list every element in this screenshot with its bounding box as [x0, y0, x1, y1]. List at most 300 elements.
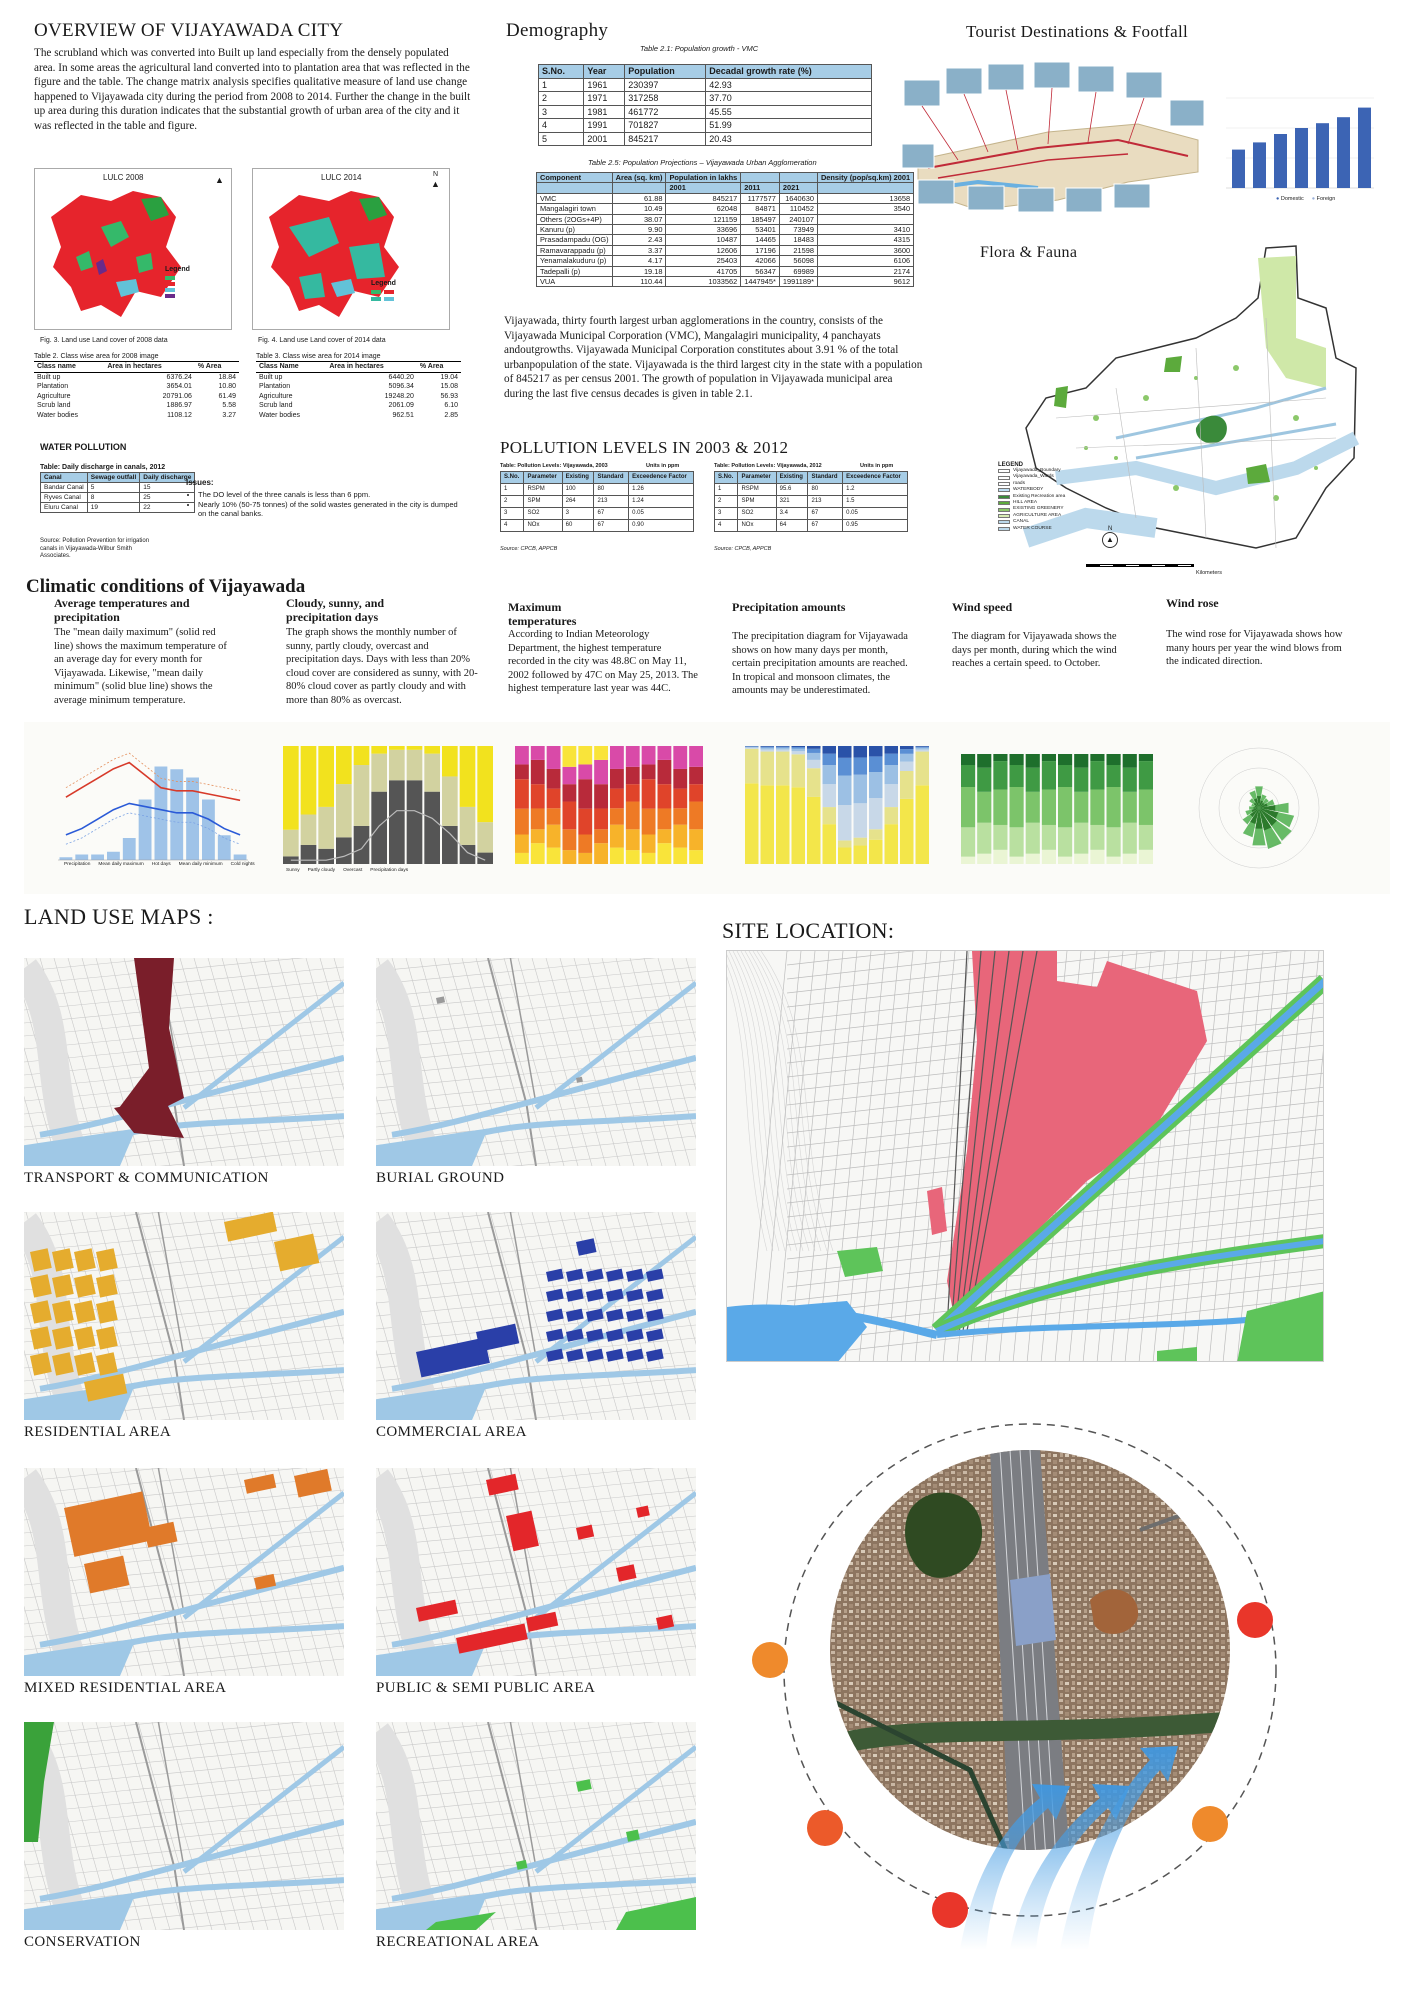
table-header-cell: Parameter — [738, 472, 776, 484]
table-row — [256, 401, 461, 411]
maxtemp-bar — [594, 760, 608, 784]
table-cell: 1640630 — [779, 193, 817, 203]
wind-speed-bar — [977, 854, 991, 864]
table-header-cell: Daily discharge — [140, 473, 195, 483]
table-row — [539, 132, 872, 146]
cloud-bar — [371, 792, 387, 864]
wind-speed-bar — [1042, 789, 1056, 824]
table-cell: 0.95 — [843, 520, 908, 532]
table-row — [537, 256, 914, 266]
table-row — [41, 483, 195, 493]
table-row — [256, 411, 461, 421]
climate-col6-title: Wind rose — [1166, 596, 1219, 610]
table-cell: 1.26 — [629, 484, 694, 496]
scale-label: Kilometers — [1196, 570, 1222, 576]
table-cell: 56098 — [779, 256, 817, 266]
table-cell: 95.6 — [776, 484, 808, 496]
water-discharge-table — [40, 472, 195, 513]
table-cell: 3 — [539, 105, 584, 119]
precip-amount-bar — [745, 746, 759, 747]
table-header-cell: Standard — [808, 472, 843, 484]
legend-swatch — [998, 482, 1010, 486]
legend-item: Hot days — [151, 862, 171, 867]
table-header-cell: 2011 — [741, 183, 780, 193]
table-header-cell: Area in hectares — [104, 362, 195, 373]
maxtemp-bar — [642, 853, 656, 864]
precip-amount-bar — [807, 797, 821, 864]
lulc-2008-legend — [165, 265, 227, 300]
precip-amount-bar — [745, 747, 759, 748]
table-header-cell: Area in hectares — [326, 362, 417, 373]
wind-speed-bar — [977, 768, 991, 792]
table-cell: 2 — [715, 496, 738, 508]
table-cell: 240107 — [779, 214, 817, 224]
table-cell: 4.17 — [612, 256, 666, 266]
legend-swatch — [998, 514, 1010, 518]
table-cell: SO2 — [738, 508, 776, 520]
table-row — [715, 496, 908, 508]
precip-amount-bar — [900, 771, 914, 799]
table-cell: 1.5 — [843, 496, 908, 508]
legend-label: CANAL — [1013, 519, 1029, 525]
precip-amount-bar — [838, 776, 852, 806]
table-header-cell: Class name — [34, 362, 104, 373]
table-cell: NOx — [738, 520, 776, 532]
precip-amount-bar — [776, 747, 790, 748]
table-cell: 1 — [715, 484, 738, 496]
pollution-title: POLLUTION LEVELS IN 2003 & 2012 — [500, 438, 789, 457]
fig3-caption: Fig. 3. Land use Land cover of 2008 data — [40, 337, 168, 344]
precip-amount-bar — [792, 751, 806, 754]
table-cell: 8 — [87, 493, 140, 503]
table-header-cell: Year — [584, 65, 625, 79]
table-row — [34, 401, 239, 411]
landuse-map — [376, 1212, 696, 1420]
table-cell: 1 — [501, 484, 524, 496]
wind-speed-bar — [1010, 827, 1024, 856]
wind-speed-bar — [977, 792, 991, 823]
wind-speed-bar — [961, 765, 975, 787]
wind-speed-bar — [1042, 850, 1056, 864]
landuse-map — [24, 958, 344, 1166]
table-row — [34, 372, 239, 382]
wind-speed-bar — [1107, 857, 1121, 864]
cloud-bar — [301, 746, 317, 815]
table-cell: Mangalagiri town — [537, 204, 613, 214]
precip-amount-bar — [823, 754, 837, 765]
maxtemp-bar — [531, 746, 545, 760]
maxtemp-bar — [658, 760, 672, 784]
cloud-bar — [477, 822, 493, 852]
table-cell: 100 — [562, 484, 594, 496]
maxtemp-bar — [610, 848, 624, 864]
cloud-bar — [460, 807, 476, 845]
lulc-2008-title: LULC 2008 — [103, 173, 144, 182]
table-cell: 20791.06 — [162, 392, 192, 400]
wind-speed-bar — [1058, 827, 1072, 856]
issue-item: • The DO level of the three canals is less than 6 ppm. — [198, 490, 466, 500]
table-row — [539, 78, 872, 92]
table-header-cell: % Area — [195, 362, 239, 373]
maxtemp-bar — [547, 789, 561, 809]
table-row — [537, 214, 914, 224]
maxtemp-bar — [658, 808, 672, 829]
table-cell: 230397 — [625, 78, 706, 92]
precipitation-amounts-chart — [734, 736, 938, 876]
legend-item: Precipitation days — [370, 868, 409, 873]
demography-table1-caption: Table 2.1: Population growth - VMC — [640, 44, 759, 53]
pollution-source: Source: CPCB, APPCB — [714, 546, 772, 552]
wind-speed-bar — [1042, 825, 1056, 850]
maxtemp-bar — [658, 829, 672, 843]
table-header-cell — [779, 173, 817, 183]
wind-speed-bar — [1042, 761, 1056, 789]
wind-speed-bar — [1090, 825, 1104, 850]
wind-speed-bar — [993, 754, 1007, 761]
wind-speed-bar — [1090, 850, 1104, 864]
table-header-cell: S.No. — [715, 472, 738, 484]
landuse-map-label: MIXED RESIDENTIAL AREA — [24, 1680, 227, 1696]
maxtemp-bar — [578, 835, 592, 853]
table-cell: Agriculture — [259, 392, 293, 400]
precip-amount-bar — [792, 754, 806, 787]
table-cell: 3.27 — [222, 411, 236, 419]
maxtemp-bar — [594, 784, 608, 808]
legend-label: Legend — [371, 280, 396, 287]
precip-amount-bar — [807, 749, 821, 753]
precip-amount-bar — [885, 754, 899, 765]
table-header-cell: S.No. — [501, 472, 524, 484]
wind-speed-bar — [1074, 854, 1088, 864]
table-cell: 1 — [539, 78, 584, 92]
wind-speed-bar — [1058, 787, 1072, 827]
maxtemp-bar — [673, 825, 687, 848]
table-cell: 2.43 — [612, 235, 666, 245]
wind-speed-bar — [1123, 792, 1137, 823]
table-cell: 42066 — [741, 256, 780, 266]
maxtemp-bar — [515, 746, 529, 764]
table-row — [715, 508, 908, 520]
table-cell: 1447945* — [741, 277, 780, 287]
maxtemp-bar — [642, 835, 656, 853]
table-cell: 10.80 — [218, 383, 236, 390]
wind-rose-chart — [1174, 728, 1344, 888]
precip-amount-bar — [916, 748, 930, 750]
cloud-bar — [442, 776, 458, 825]
legend-label: WATERBODY — [1013, 487, 1044, 493]
cloud-bar — [442, 826, 458, 864]
flora-legend-title: LEGEND — [998, 462, 1024, 468]
table-cell: Agriculture — [37, 392, 71, 400]
table-cell: Plantation — [259, 383, 291, 390]
precip-amount-bar — [900, 749, 914, 754]
precip-amount-bar — [807, 760, 821, 768]
class-table-2008 — [34, 361, 239, 420]
cloud-bar — [354, 765, 370, 826]
wind-speed-bar — [1107, 754, 1121, 765]
table-cell: 1108.12 — [167, 411, 192, 419]
pollution-t1-units: Units in ppm — [646, 463, 680, 469]
precip-amount-bar — [916, 749, 930, 751]
maxtemp-bar — [563, 850, 577, 864]
compass-icon: ▲ — [1102, 532, 1118, 548]
legend-item: ● Domestic — [1276, 196, 1304, 202]
wind-speed-bar — [961, 787, 975, 827]
wind-speed-bar — [1074, 754, 1088, 768]
hotdays-line — [66, 753, 240, 791]
table-cell: 12606 — [666, 245, 741, 255]
legend-item: Mean daily minimum — [178, 862, 223, 867]
legend-label: WATER COURSE — [1013, 525, 1052, 531]
table-cell: NOx — [524, 520, 562, 532]
maxtemp-bar — [610, 808, 624, 824]
landuse-map-svg — [376, 1212, 696, 1420]
table-cell: 1971 — [584, 92, 625, 106]
landuse-map-svg — [24, 958, 344, 1166]
table-cell: 264 — [562, 496, 594, 508]
table-cell: 2061.09 — [388, 402, 414, 409]
wind-speed-bar — [1026, 792, 1040, 823]
table-cell: 64 — [776, 520, 808, 532]
lulc-2014-legend — [371, 279, 447, 301]
precip-amount-bar — [823, 765, 837, 784]
precip-amount-bar — [854, 838, 868, 846]
cloud-bar — [389, 746, 405, 750]
population-growth-table — [538, 64, 872, 146]
wind-speed-bar — [961, 857, 975, 864]
precip-bar — [91, 855, 104, 861]
maxtemp-bar — [563, 829, 577, 850]
table-cell: 10.49 — [612, 204, 666, 214]
precip-amount-bar — [885, 824, 899, 864]
precip-bar — [186, 778, 199, 861]
table-cell: 15.08 — [440, 383, 458, 390]
table-cell: 6440.20 — [388, 373, 414, 381]
cloud-bar — [318, 807, 334, 849]
table3-caption: Table 3. Class wise area for 2014 image — [256, 353, 381, 360]
table-row — [256, 392, 461, 402]
precip-amount-bar — [761, 747, 775, 748]
maxtemp-bar — [658, 784, 672, 808]
landuse-map-svg — [24, 1722, 344, 1930]
lulc-2008-shape — [41, 187, 191, 327]
table-header-cell: Exceedence Factor — [629, 472, 694, 484]
maxtemp-bar — [594, 808, 608, 829]
wind-speed-bar — [1139, 789, 1153, 824]
maxtemp-bar — [642, 764, 656, 779]
overview-title: OVERVIEW OF VIJAYAWADA CITY — [34, 20, 344, 41]
population-projection-table — [536, 172, 914, 287]
climate-col1-text: The "mean daily maximum" (solid red line) shows the maximum temperature of an average day for every month for Vijayawada. Likewise, "mean daily minimum" (solid blue line) shows the average minimum temperature. — [54, 627, 227, 706]
landuse-map-label: RESIDENTIAL AREA — [24, 1424, 172, 1440]
table-cell: 61.49 — [218, 392, 236, 400]
lulc-2014-title: LULC 2014 — [321, 173, 362, 182]
table-cell: 67 — [808, 520, 843, 532]
precip-bar — [75, 855, 88, 861]
precip-amount-bar — [869, 798, 883, 829]
table-row — [41, 493, 195, 503]
precip-bar — [202, 800, 215, 861]
temperature-precipitation-chart — [44, 740, 254, 878]
maxtemp-bar — [610, 746, 624, 769]
wind-speed-bar — [1058, 765, 1072, 787]
maxtemp-bar — [689, 767, 703, 784]
wind-speed-bar — [1139, 754, 1153, 761]
table-cell: 845217 — [625, 132, 706, 146]
precip-amount-bar — [916, 747, 930, 748]
landuse-map-label: BURIAL GROUND — [376, 1170, 505, 1186]
table-cell: 1991 — [584, 119, 625, 133]
table-header-cell — [612, 183, 666, 193]
precip-amount-bar — [823, 784, 837, 807]
table-header-cell: Parameter — [524, 472, 562, 484]
precip-amount-bar — [869, 829, 883, 839]
precip-amount-bar — [916, 746, 930, 747]
issues-list — [198, 490, 466, 519]
table-row — [715, 520, 908, 532]
table-row — [501, 508, 694, 520]
precip-amount-bar — [745, 783, 759, 864]
wind-speed-bar — [1107, 765, 1121, 787]
table-row — [537, 225, 914, 235]
lulc-2014-map — [252, 168, 450, 330]
maxtemp-bar — [642, 779, 656, 809]
table-cell: Water bodies — [259, 411, 300, 419]
table-cell: 9.90 — [612, 225, 666, 235]
cloud-bar — [371, 754, 387, 792]
landuse-title: LAND USE MAPS : — [24, 904, 214, 929]
table-cell: 19 — [87, 503, 140, 513]
climate-col1-title: Average temperatures and precipitation — [54, 596, 190, 624]
table-row — [256, 382, 461, 392]
table-row — [501, 520, 694, 532]
cloud-bar — [336, 837, 352, 864]
lulc-2008-map — [34, 168, 232, 330]
maxtemp-bar — [689, 784, 703, 801]
legend-swatch — [998, 495, 1010, 499]
landuse-map — [376, 958, 696, 1166]
pollution-t2-units: Units in ppm — [860, 463, 894, 469]
landuse-map — [376, 1722, 696, 1930]
table-cell: 2174 — [817, 266, 913, 276]
table-row — [539, 92, 872, 106]
climate-col4-text: The precipitation diagram for Vijayawada shows on how many days per month, certain precipitation amounts are reached. In tropical and monsoon climates, the amounts may be underestimated. — [732, 631, 908, 697]
maxtemp-bar — [689, 802, 703, 830]
precip-amount-bar — [900, 799, 914, 864]
maxtemp-bar — [547, 825, 561, 848]
precip-amount-bar — [854, 746, 868, 757]
table-header-cell: Population in lakhs — [666, 173, 741, 183]
maxtemp-bar — [673, 848, 687, 864]
table-cell: 67 — [594, 520, 629, 532]
legend-label: EXISTING GREENERY — [1013, 506, 1064, 512]
table-cell: 10487 — [666, 235, 741, 245]
table-cell: Scrub land — [259, 402, 293, 409]
maxtemp-bar — [626, 784, 640, 801]
table-cell: 0.90 — [629, 520, 694, 532]
table-header-cell: Canal — [41, 473, 88, 483]
precip-amount-bar — [823, 824, 837, 864]
tourist-bar — [1337, 117, 1350, 188]
table-cell: SPM — [524, 496, 562, 508]
precip-amount-bar — [838, 840, 852, 847]
maxtemp-bar — [547, 769, 561, 789]
cloud-bar — [424, 792, 440, 864]
north-label: N — [1108, 526, 1113, 532]
wind-speed-chart — [950, 736, 1162, 876]
legend-item: Precipitation — [64, 862, 91, 867]
cloud-legend — [286, 868, 486, 873]
precip-amount-bar — [838, 746, 852, 758]
wind-speed-bar — [1010, 754, 1024, 765]
wind-speed-bar — [1058, 857, 1072, 864]
table-cell: 6376.24 — [166, 373, 192, 381]
table-cell: 80 — [808, 484, 843, 496]
table-cell: 37.70 — [706, 92, 872, 106]
maxtemp-bar — [689, 829, 703, 850]
table-row — [34, 411, 239, 421]
table-header-cell: Existing — [776, 472, 808, 484]
maxtemp-bar — [594, 843, 608, 864]
table-cell: Bandar Canal — [41, 483, 88, 493]
cloud-bar — [442, 746, 458, 776]
wind-speed-bar — [1010, 765, 1024, 787]
maxtemp-bar — [563, 802, 577, 830]
maxtemp-bar — [673, 769, 687, 789]
table-row — [256, 372, 461, 382]
cloud-bar — [407, 780, 423, 864]
table-cell: 21598 — [779, 245, 817, 255]
precip-amount-bar — [885, 807, 899, 824]
maxtemp-bar — [515, 779, 529, 809]
maxtemp-bar — [531, 760, 545, 784]
climate-col2-title: Cloudy, sunny, and precipitation days — [286, 596, 385, 624]
pollution-2003-table — [500, 471, 694, 532]
wind-speed-bar — [1010, 787, 1024, 827]
table-cell: 67 — [808, 508, 843, 520]
wind-speed-bar — [1026, 854, 1040, 864]
precip-amount-bar — [854, 846, 868, 864]
issue-item: • Nearly 10% (50-75 tonnes) of the solid wastes generated in the city is dumped on the canal banks. — [198, 500, 466, 519]
maxtemp-bar — [515, 835, 529, 853]
table-cell: 14465 — [741, 235, 780, 245]
table-header-cell: S.No. — [539, 65, 584, 79]
cloudy-sunny-chart — [272, 736, 504, 876]
legend-label: Existing Recreation area — [1013, 493, 1066, 499]
legend-label: AGRICULTURE AREA — [1013, 512, 1062, 518]
tourist-legend — [1276, 196, 1335, 202]
scale-bar — [1086, 564, 1194, 567]
table-cell: 51.99 — [706, 119, 872, 133]
wind-speed-bar — [1123, 768, 1137, 792]
climate-col3-title: Maximum temperatures — [508, 600, 577, 628]
site-aerial-diagram — [710, 1410, 1350, 1970]
table-cell: 461772 — [625, 105, 706, 119]
temp-legend — [64, 862, 264, 868]
demography-table2-caption: Table 2.5: Population Projections – Vijayawada Urban Agglomeration — [588, 158, 817, 167]
table-cell: 15 — [140, 483, 195, 493]
table-cell: 33696 — [666, 225, 741, 235]
precip-amount-bar — [854, 757, 868, 774]
table-cell: 1981 — [584, 105, 625, 119]
water-pollution-title: WATER POLLUTION — [40, 442, 127, 452]
table-cell: Tadepalli (p) — [537, 266, 613, 276]
table-cell: 4 — [539, 119, 584, 133]
table-cell: Plantation — [37, 383, 69, 390]
cloud-bar — [424, 754, 440, 792]
table-cell: 121159 — [666, 214, 741, 224]
table-header-cell: 2001 — [666, 183, 741, 193]
